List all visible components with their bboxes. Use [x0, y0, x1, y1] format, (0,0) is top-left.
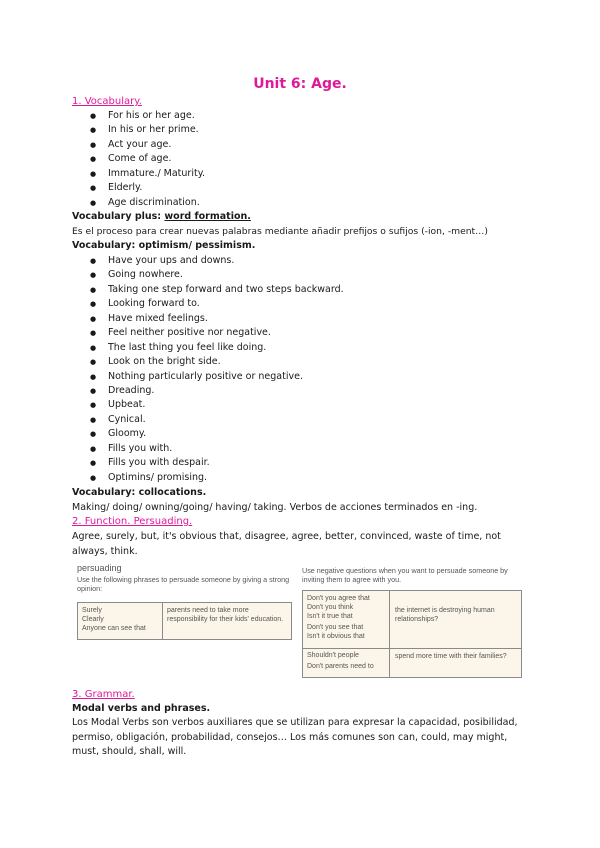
- persuading-image-title: persuading: [77, 563, 122, 573]
- list-item: ● Optimins/ promising.: [90, 471, 344, 485]
- list-item: ● For his or her age.: [90, 109, 205, 123]
- section-heading-vocabulary[interactable]: 1. Vocabulary.: [72, 96, 142, 107]
- vocabulary-list: [90, 109, 205, 210]
- question: Don't you think: [307, 604, 354, 611]
- persuading-table: [77, 602, 292, 640]
- list-item: ● Dreading.: [90, 384, 344, 398]
- list-item: ● Feel neither positive nor negative.: [90, 326, 344, 340]
- collocations-text: Making/ doing/ owning/going/ having/ taking. Verbos de acciones terminados en -ing.: [72, 502, 478, 513]
- list-item: ● Have your ups and downs.: [90, 254, 344, 268]
- list-item: ● Taking one step forward and two steps backward.: [90, 283, 344, 297]
- question: Don't you agree that: [307, 595, 370, 602]
- list-item: ● The last thing you feel like doing.: [90, 341, 344, 355]
- question: Isn't it true that: [307, 613, 353, 620]
- negative-questions-image: [302, 566, 522, 678]
- function-text: Agree, surely, but, it's obvious that, disagree, agree, better, convinced, waste of time, not always, think.: [72, 531, 501, 557]
- page-title: Unit 6: Age.: [253, 76, 347, 92]
- vocab-plus-description: Es el proceso para crear nuevas palabras mediante añadir prefijos o sufijos (-ion, -ment…): [72, 226, 488, 237]
- statement: the internet is destroying human relationships?: [395, 607, 495, 623]
- negative-questions-instruction: Use negative questions when you want to persuade someone by inviting them to agree with you.: [302, 566, 508, 584]
- list-item: ● Cynical.: [90, 413, 344, 427]
- list-item: ● In his or her prime.: [90, 123, 205, 137]
- list-item: ● Upbeat.: [90, 398, 344, 412]
- vocab-plus-label: Vocabulary plus:: [72, 211, 165, 222]
- list-item: ● Gloomy.: [90, 427, 344, 441]
- question: Don't you see that: [307, 624, 364, 631]
- persuading-instruction: Use the following phrases to persuade someone by giving a strong opinion:: [77, 575, 290, 593]
- statement: spend more time with their families?: [395, 653, 507, 660]
- list-item: ● Looking forward to.: [90, 297, 344, 311]
- phrase: Surely: [82, 607, 102, 614]
- question: Isn't it obvious that: [307, 633, 365, 640]
- section-heading-function[interactable]: 2. Function. Persuading.: [72, 516, 193, 527]
- optimism-list: [90, 254, 344, 485]
- grammar-text: Los Modal Verbs son verbos auxiliares que se utilizan para expresar la capacidad, posibilidad, permiso, obligación, probabilidad, consejos… Los más comunes son can, could, may might, must, should, shall, will.: [72, 717, 518, 757]
- collocations-heading: Vocabulary: collocations.: [72, 487, 207, 498]
- list-item: ● Have mixed feelings.: [90, 312, 344, 326]
- list-item: ● Fills you with.: [90, 442, 344, 456]
- word-formation-link[interactable]: word formation.: [164, 211, 251, 222]
- list-item: ● Nothing particularly positive or negative.: [90, 370, 344, 384]
- question: Shouldn't people: [307, 652, 359, 659]
- section-heading-grammar[interactable]: 3. Grammar.: [72, 689, 135, 700]
- list-item: ● Look on the bright side.: [90, 355, 344, 369]
- list-item: ● Come of age.: [90, 152, 205, 166]
- phrase: Clearly: [82, 616, 104, 623]
- table-divider: [389, 591, 390, 677]
- list-item: ● Act your age.: [90, 138, 205, 152]
- question: Don't parents need to: [307, 663, 374, 670]
- grammar-subheading: Modal verbs and phrases.: [72, 703, 211, 714]
- list-item: ● Age discrimination.: [90, 196, 205, 210]
- table-divider: [303, 648, 521, 649]
- list-item: ● Going nowhere.: [90, 268, 344, 282]
- vocab-plus-heading: [72, 211, 251, 222]
- table-divider: [162, 603, 163, 639]
- phrase: Anyone can see that: [82, 625, 146, 632]
- negative-questions-table: [302, 590, 522, 678]
- optimism-heading: Vocabulary: optimism/ pessimism.: [72, 240, 256, 251]
- list-item: ● Elderly.: [90, 181, 205, 195]
- list-item: ● Fills you with despair.: [90, 456, 344, 470]
- persuading-sentence: parents need to take more responsibility for their kids' education.: [167, 607, 284, 623]
- list-item: ● Immature./ Maturity.: [90, 167, 205, 181]
- persuading-image: [77, 563, 292, 648]
